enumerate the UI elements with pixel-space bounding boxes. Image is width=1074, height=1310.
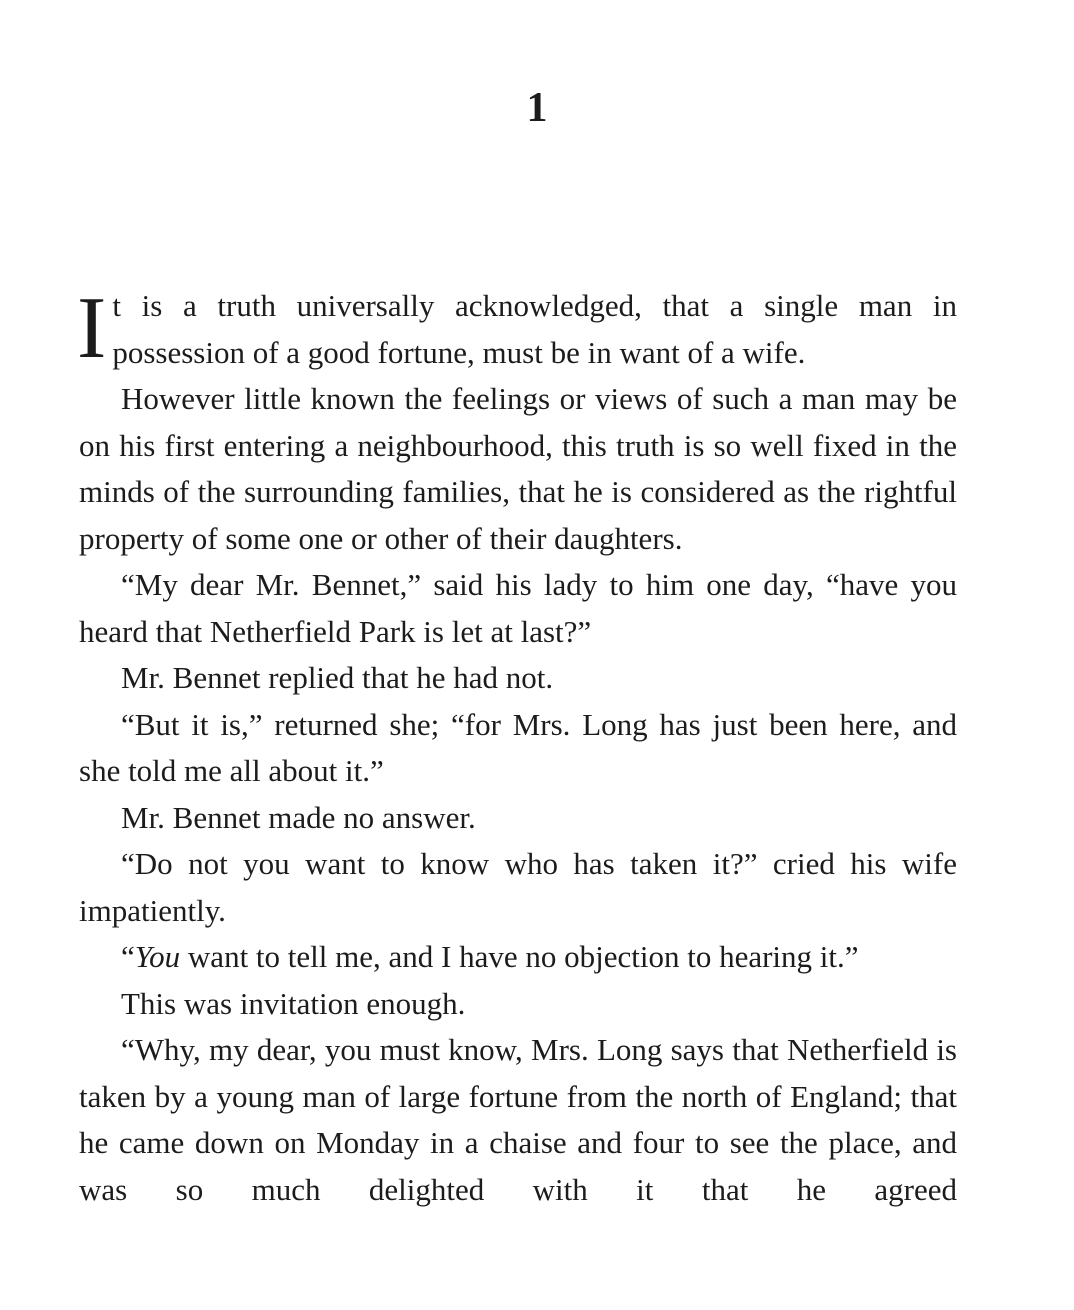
paragraph: Mr. Bennet replied that he had not. <box>121 660 554 695</box>
paragraph <box>79 934 957 981</box>
paragraph: This was invitation enough. <box>121 985 466 1021</box>
paragraph-text: want to tell me, and I have no objection to hearing it.” <box>180 939 859 974</box>
paragraph-opening-text: t is a truth universally acknowledged, that a single man in possession of a good fortune, must be in want of a wife. <box>112 288 957 370</box>
chapter-number: 1 <box>526 85 548 131</box>
paragraph: However little known the feelings or views of such a man may be on his first entering a neighbourhood, this truth is so well fixed in the minds of the surrounding families, that he is considered as the rightful property of some one or other of their daughters. <box>79 381 957 556</box>
paragraph: “Do not you want to know who has taken it?” cried his wife impatiently. <box>79 846 957 928</box>
paragraph: “Why, my dear, you must know, Mrs. Long says that Netherfield is taken by a young man of large fortune from the north of England; that he came down on Monday in a chaise and four to see the place, and was so much delighted with it that he agreed <box>79 1032 957 1207</box>
open-quote: “ <box>121 939 135 974</box>
paragraph-opening <box>77 280 957 377</box>
paragraph: “My dear Mr. Bennet,” said his lady to him one day, “have you heard that Netherfield Park is let at last?” <box>79 567 957 649</box>
paragraph: Mr. Bennet made no answer. <box>121 799 476 835</box>
emphasized-word: You <box>134 939 181 974</box>
drop-cap: I <box>77 280 107 377</box>
paragraph: “But it is,” returned she; “for Mrs. Long has just been here, and she told me all about it.” <box>79 706 957 788</box>
chapter-body <box>77 280 957 1213</box>
